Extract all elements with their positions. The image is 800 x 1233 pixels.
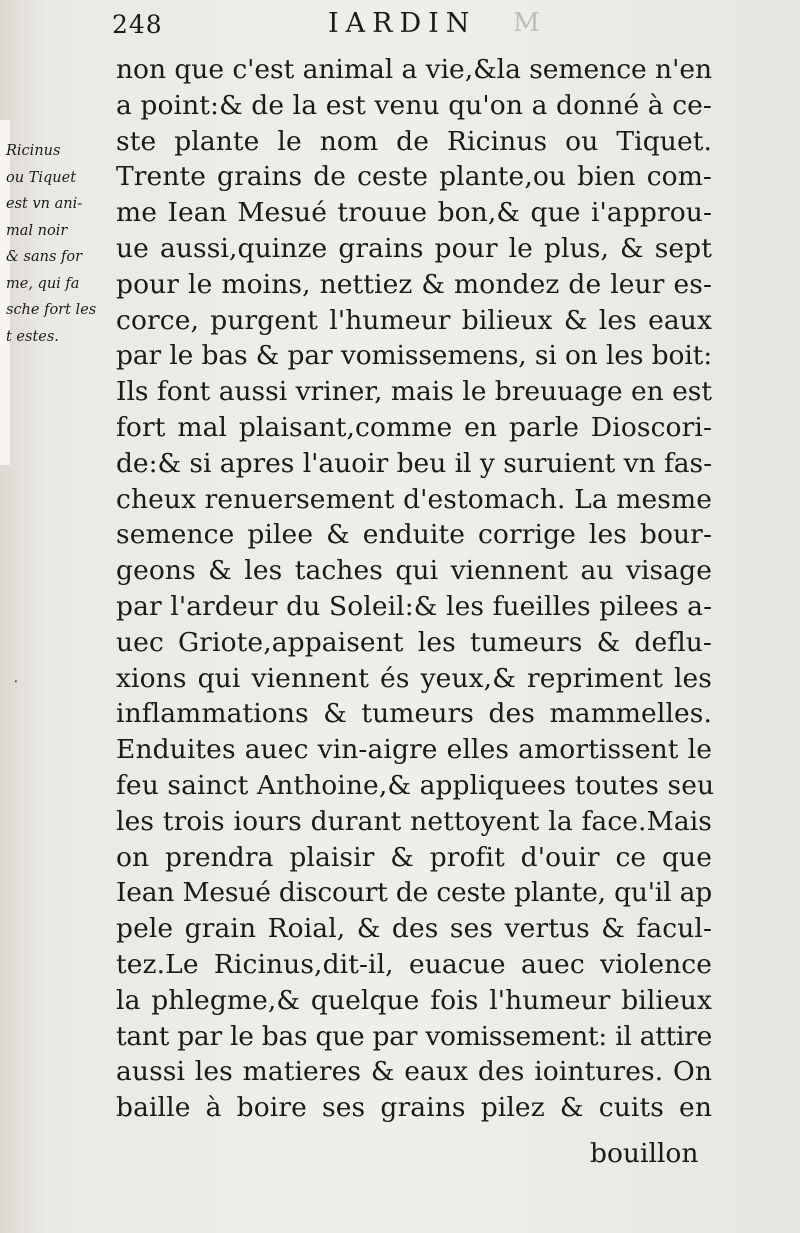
text-line: uec Griote,appaisent les tumeurs & deflu- [116, 626, 712, 658]
marginal-note-line: sche fort les [6, 302, 97, 318]
marginal-note-line: ou Tiquet [6, 169, 77, 186]
text-line: baille à boire ses grains pilez & cuits en [116, 1092, 712, 1124]
text-line: xions qui viennent és yeux,& repriment les [116, 662, 712, 694]
text-line: fort mal plaisant,comme en parle Dioscori- [116, 411, 712, 443]
text-line: Trente grains de ceste plante,ou bien com- [116, 161, 712, 193]
text-line: la phlegme,& quelque fois l'humeur bilieux [116, 984, 712, 1016]
text-line: par l'ardeur du Soleil:& les fueilles pilees a- [116, 590, 713, 622]
running-head: IARDIN [328, 8, 477, 39]
marginal-note-line: est vn ani- [6, 196, 83, 212]
text-line: Ils font aussi vriner, mais le breuuage en est [116, 376, 712, 408]
body-text [116, 52, 715, 1126]
text-line: Enduites auec vin-aigre elles amortissent le [116, 734, 712, 766]
page-number: 248 [112, 10, 163, 39]
text-line: aussi les matieres & eaux des iointures. On [116, 1056, 712, 1088]
text-line: ste plante le nom de Ricinus ou Tiquet. [116, 125, 712, 157]
catchword: bouillon [590, 1138, 699, 1169]
text-line: corce, purgent l'humeur bilieux & les eaux [116, 304, 712, 336]
text-line: geons & les taches qui viennent au visage [116, 555, 712, 587]
text-line: inflammations & tumeurs des mammelles. [116, 698, 712, 730]
text-line: feu sainct Anthoine,& appliquees toutes seu [116, 769, 715, 801]
marginal-note-line: me, qui fa [6, 275, 80, 292]
text-line: de:& si apres l'auoir beu il y suruient vn fas- [116, 447, 712, 479]
text-line: cheux renuersement d'estomach. La mesme [116, 483, 712, 515]
text-line: pour le moins, nettiez & mondez de leur es- [116, 268, 712, 300]
page-header [0, 0, 800, 50]
text-line: pele grain Roial, & des ses vertus & facul- [116, 913, 712, 945]
text-line: ue aussi,quinze grains pour le plus, & sept [116, 232, 712, 264]
text-line: non que c'est animal a vie,&la semence n'en [116, 54, 712, 85]
text-line: tant par le bas que par vomissement: il attire [116, 1020, 712, 1052]
ink-speck: ⸱ [14, 674, 18, 690]
marginal-note-line: t estes. [6, 328, 59, 345]
bleed-through-letter: M [513, 8, 540, 38]
text-line: on prendra plaisir & profit d'ouir ce que [116, 841, 712, 873]
marginal-note-line: & sans for [6, 249, 83, 265]
text-line: semence pilee & enduite corrige les bour- [116, 519, 712, 551]
marginal-note-line: Ricinus [6, 143, 61, 159]
text-line: les trois iours durant nettoyent la face.Mais [116, 805, 712, 837]
text-line: par le bas & par vomissemens, si on les boit: [116, 340, 712, 372]
text-line: Iean Mesué discourt de ceste plante, qu'il ap [116, 877, 712, 909]
marginal-note-line: mal noir [6, 222, 68, 239]
text-line: me Iean Mesué trouue bon,& que i'approu- [116, 197, 712, 229]
text-line: tez.Le Ricinus,dit-il, euacue auec violence [116, 948, 712, 980]
marginal-note [6, 138, 110, 350]
text-line: a point:& de la est venu qu'on a donné à ce- [116, 89, 712, 121]
